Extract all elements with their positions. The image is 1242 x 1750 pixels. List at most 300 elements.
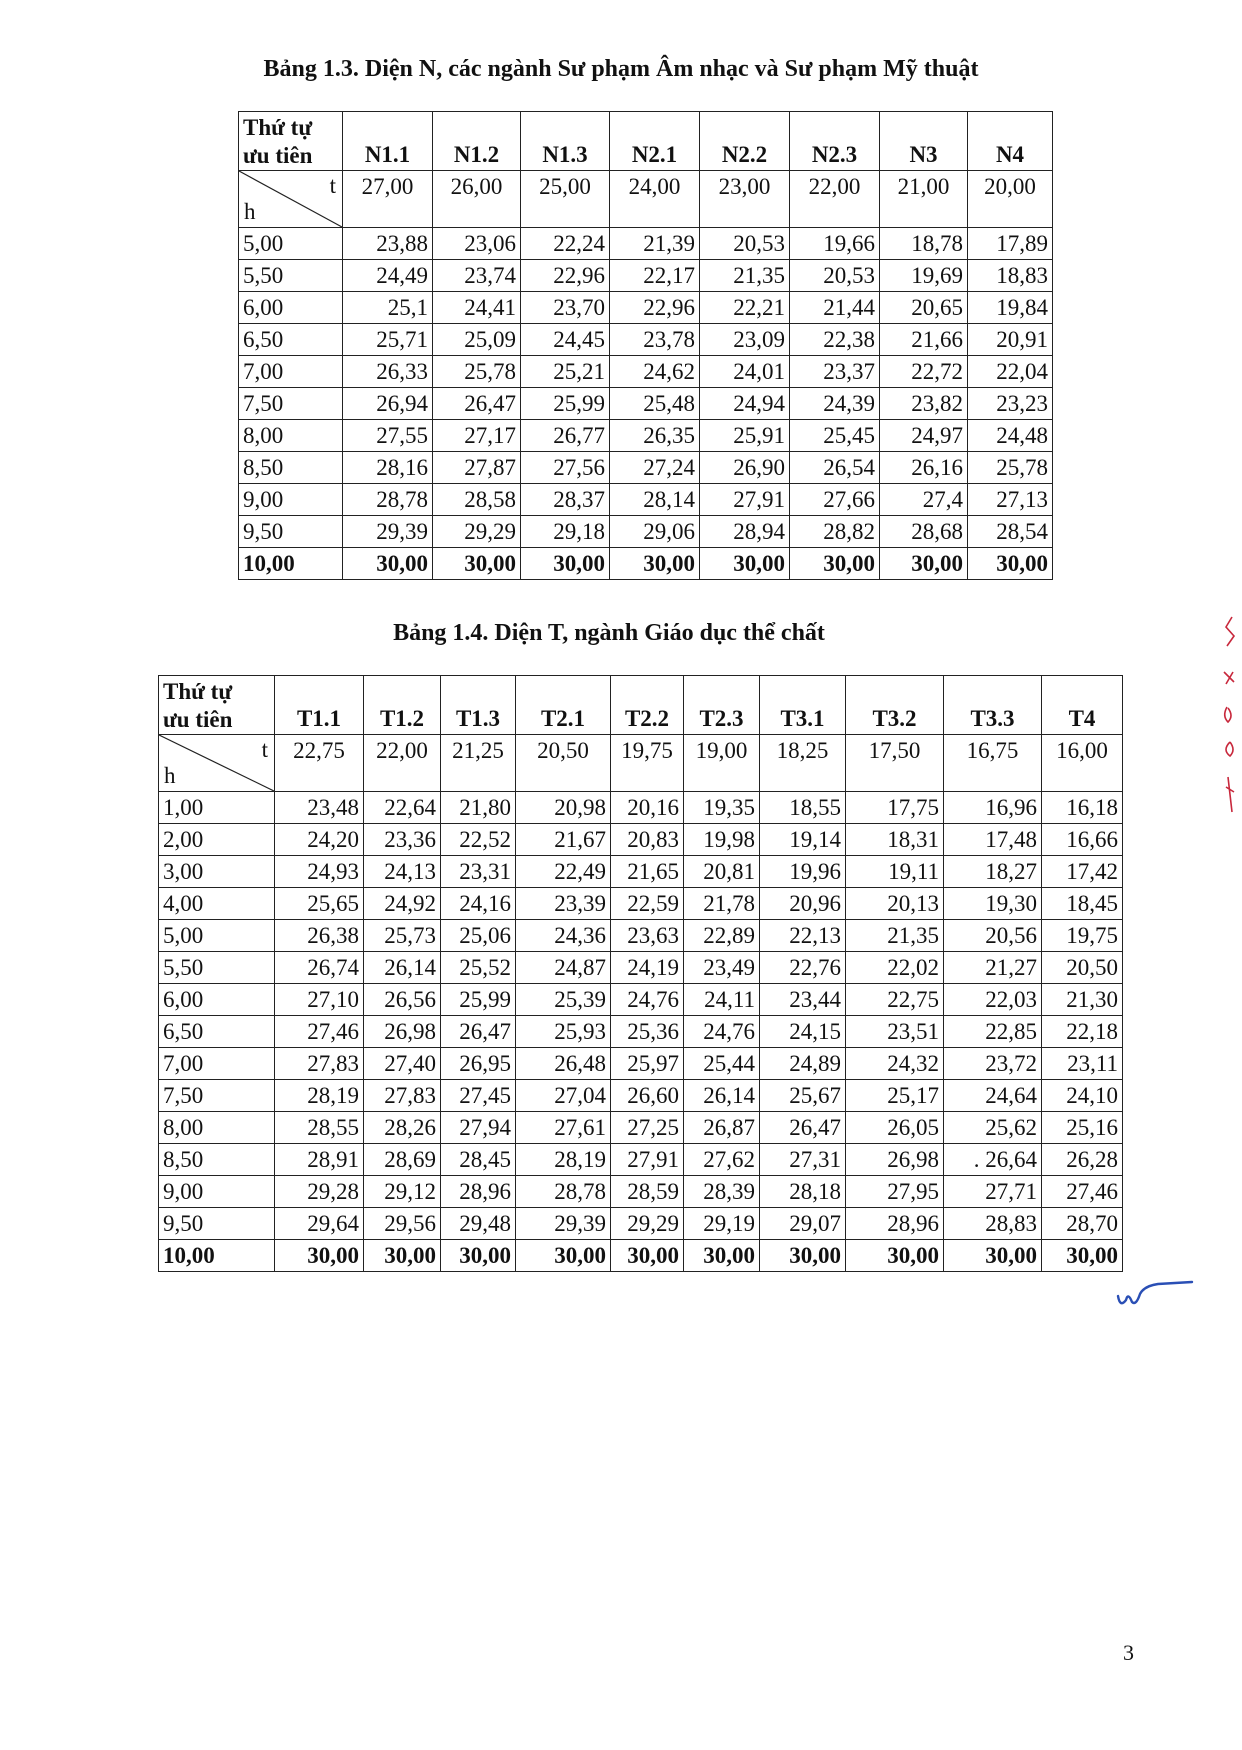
score-cell: 28,68 — [880, 516, 968, 548]
table-row — [239, 516, 1053, 548]
score-cell: 22,21 — [700, 292, 790, 324]
score-cell: 22,17 — [610, 260, 700, 292]
score-cell: 22,96 — [521, 260, 610, 292]
score-cell: 25,99 — [441, 984, 516, 1016]
score-cell: 24,13 — [364, 856, 441, 888]
score-cell: 30,00 — [760, 1240, 846, 1272]
score-cell: 21,67 — [516, 824, 611, 856]
score-cell: 26,28 — [1042, 1144, 1123, 1176]
priority-header — [239, 112, 343, 171]
table-row — [159, 1080, 1123, 1112]
score-cell: 30,00 — [1042, 1240, 1123, 1272]
h-label: h — [164, 763, 176, 788]
column-header: T3.2 — [846, 676, 944, 735]
margin-ink-strokes — [1224, 617, 1234, 812]
score-cell: 24,45 — [521, 324, 610, 356]
column-header: T2.3 — [684, 676, 760, 735]
score-cell: 27,91 — [700, 484, 790, 516]
score-cell: 20,81 — [684, 856, 760, 888]
score-cell: 28,70 — [1042, 1208, 1123, 1240]
column-header: T1.3 — [441, 676, 516, 735]
score-cell: 18,55 — [760, 792, 846, 824]
score-cell: 24,15 — [760, 1016, 846, 1048]
score-cell: 22,38 — [790, 324, 880, 356]
score-cell: 30,00 — [433, 548, 521, 580]
score-cell: 20,13 — [846, 888, 944, 920]
h-cell: 6,50 — [239, 324, 343, 356]
score-cell: 25,52 — [441, 952, 516, 984]
score-cell: 21,35 — [700, 260, 790, 292]
score-cell: 21,27 — [944, 952, 1042, 984]
score-cell: 24,36 — [516, 920, 611, 952]
column-header: N3 — [880, 112, 968, 171]
t-value: 23,00 — [700, 171, 790, 228]
t-value: 22,75 — [275, 735, 364, 792]
score-cell: 28,26 — [364, 1112, 441, 1144]
score-cell: 20,16 — [611, 792, 684, 824]
table-row — [239, 452, 1053, 484]
priority-header-line1: Thứ tự — [163, 679, 233, 704]
score-cell: 23,72 — [944, 1048, 1042, 1080]
score-cell: 26,14 — [364, 952, 441, 984]
score-cell: 30,00 — [611, 1240, 684, 1272]
score-cell: 23,44 — [760, 984, 846, 1016]
score-cell: 27,87 — [433, 452, 521, 484]
score-cell: 28,83 — [944, 1208, 1042, 1240]
score-cell: 27,83 — [275, 1048, 364, 1080]
table-row — [159, 1208, 1123, 1240]
score-cell: 23,82 — [880, 388, 968, 420]
ink-stroke — [1226, 742, 1233, 756]
table-row — [159, 984, 1123, 1016]
column-header: N1.1 — [343, 112, 433, 171]
score-cell: 17,48 — [944, 824, 1042, 856]
score-cell: 27,13 — [968, 484, 1053, 516]
h-cell: 5,00 — [159, 920, 275, 952]
score-cell: 24,16 — [441, 888, 516, 920]
score-cell: 28,78 — [343, 484, 433, 516]
score-cell: 25,36 — [611, 1016, 684, 1048]
score-cell: 22,96 — [610, 292, 700, 324]
score-cell: 19,11 — [846, 856, 944, 888]
score-cell: 16,18 — [1042, 792, 1123, 824]
score-cell: 27,4 — [880, 484, 968, 516]
score-cell: 23,31 — [441, 856, 516, 888]
signature-mark — [1114, 1276, 1194, 1312]
score-cell: 17,89 — [968, 228, 1053, 260]
table-1-4 — [158, 675, 1123, 1272]
score-cell: 24,20 — [275, 824, 364, 856]
score-cell: 22,64 — [364, 792, 441, 824]
score-cell: 25,09 — [433, 324, 521, 356]
score-cell: 26,54 — [790, 452, 880, 484]
score-cell: 19,30 — [944, 888, 1042, 920]
score-cell: 27,95 — [846, 1176, 944, 1208]
score-cell: 27,46 — [275, 1016, 364, 1048]
h-cell: 10,00 — [239, 548, 343, 580]
table-1-3 — [238, 111, 1053, 580]
t-value: 21,25 — [441, 735, 516, 792]
score-cell: 24,32 — [846, 1048, 944, 1080]
ink-stroke — [1225, 707, 1231, 722]
score-cell: 25,93 — [516, 1016, 611, 1048]
score-cell: 20,56 — [944, 920, 1042, 952]
column-header: T1.1 — [275, 676, 364, 735]
score-cell: 29,29 — [611, 1208, 684, 1240]
score-cell: 28,19 — [275, 1080, 364, 1112]
score-cell: 27,45 — [441, 1080, 516, 1112]
table-row — [239, 260, 1053, 292]
priority-header — [159, 676, 275, 735]
score-cell: 25,78 — [433, 356, 521, 388]
score-cell: 29,12 — [364, 1176, 441, 1208]
score-cell: 20,98 — [516, 792, 611, 824]
score-cell: 29,06 — [610, 516, 700, 548]
column-header: N4 — [968, 112, 1053, 171]
score-cell: 27,83 — [364, 1080, 441, 1112]
score-cell: 28,96 — [441, 1176, 516, 1208]
score-cell: 27,61 — [516, 1112, 611, 1144]
h-label: h — [244, 199, 256, 224]
score-cell: 29,39 — [516, 1208, 611, 1240]
score-cell: 20,65 — [880, 292, 968, 324]
table-row — [239, 228, 1053, 260]
score-cell: 23,36 — [364, 824, 441, 856]
score-cell: 26,48 — [516, 1048, 611, 1080]
score-cell: 24,41 — [433, 292, 521, 324]
header-row — [159, 676, 1123, 735]
score-cell: 26,90 — [700, 452, 790, 484]
score-cell: 25,48 — [610, 388, 700, 420]
score-cell: 22,04 — [968, 356, 1053, 388]
t-value: 26,00 — [433, 171, 521, 228]
h-cell: 9,50 — [159, 1208, 275, 1240]
table-row — [239, 324, 1053, 356]
header-row — [239, 112, 1053, 171]
t-label: t — [329, 173, 336, 198]
table-row — [239, 420, 1053, 452]
table-row — [239, 292, 1053, 324]
score-cell: 30,00 — [610, 548, 700, 580]
score-cell: 24,76 — [611, 984, 684, 1016]
t-value: 19,00 — [684, 735, 760, 792]
score-cell: 24,39 — [790, 388, 880, 420]
score-cell: 23,39 — [516, 888, 611, 920]
diagonal-corner-cell — [159, 735, 275, 792]
score-cell: 24,62 — [610, 356, 700, 388]
score-cell: 26,05 — [846, 1112, 944, 1144]
score-cell: 16,66 — [1042, 824, 1123, 856]
score-cell: 25,97 — [611, 1048, 684, 1080]
t-value: 25,00 — [521, 171, 610, 228]
table-row — [159, 1240, 1123, 1272]
column-header: T3.3 — [944, 676, 1042, 735]
score-cell: 26,38 — [275, 920, 364, 952]
score-cell: 30,00 — [364, 1240, 441, 1272]
h-cell: 5,50 — [159, 952, 275, 984]
score-cell: 30,00 — [944, 1240, 1042, 1272]
score-cell: 24,01 — [700, 356, 790, 388]
table-row — [159, 856, 1123, 888]
h-cell: 7,50 — [159, 1080, 275, 1112]
score-cell: 28,18 — [760, 1176, 846, 1208]
score-cell: 26,47 — [441, 1016, 516, 1048]
score-cell: 21,30 — [1042, 984, 1123, 1016]
score-cell: 19,14 — [760, 824, 846, 856]
score-cell: 27,04 — [516, 1080, 611, 1112]
score-cell: 20,96 — [760, 888, 846, 920]
score-cell: 19,96 — [760, 856, 846, 888]
ink-stroke — [1226, 617, 1234, 646]
score-cell: 27,91 — [611, 1144, 684, 1176]
ink-stroke — [1224, 672, 1234, 684]
score-cell: 30,00 — [275, 1240, 364, 1272]
score-cell: 22,75 — [846, 984, 944, 1016]
score-cell: 19,69 — [880, 260, 968, 292]
h-cell: 6,00 — [159, 984, 275, 1016]
score-cell: 22,89 — [684, 920, 760, 952]
h-cell: 9,00 — [159, 1176, 275, 1208]
score-cell: 29,56 — [364, 1208, 441, 1240]
score-cell: 26,16 — [880, 452, 968, 484]
score-cell: 26,95 — [441, 1048, 516, 1080]
table-row — [159, 1144, 1123, 1176]
score-cell: 26,74 — [275, 952, 364, 984]
score-cell: 27,31 — [760, 1144, 846, 1176]
score-cell: 21,78 — [684, 888, 760, 920]
table-row — [159, 952, 1123, 984]
score-cell: 29,48 — [441, 1208, 516, 1240]
score-cell: 18,31 — [846, 824, 944, 856]
score-cell: 21,35 — [846, 920, 944, 952]
score-cell: 22,59 — [611, 888, 684, 920]
h-cell: 7,00 — [159, 1048, 275, 1080]
column-header: N1.2 — [433, 112, 521, 171]
table-row — [159, 824, 1123, 856]
score-cell: 27,10 — [275, 984, 364, 1016]
score-cell: 25,17 — [846, 1080, 944, 1112]
score-cell: 23,88 — [343, 228, 433, 260]
score-cell: 27,56 — [521, 452, 610, 484]
margin-handwriting — [1218, 612, 1240, 832]
score-cell: 29,18 — [521, 516, 610, 548]
score-cell: 27,55 — [343, 420, 433, 452]
score-cell: 24,97 — [880, 420, 968, 452]
h-cell: 5,50 — [239, 260, 343, 292]
score-cell: 25,44 — [684, 1048, 760, 1080]
score-cell: 28,69 — [364, 1144, 441, 1176]
column-header: T2.2 — [611, 676, 684, 735]
column-header: T4 — [1042, 676, 1123, 735]
score-cell: 29,39 — [343, 516, 433, 548]
score-cell: 30,00 — [846, 1240, 944, 1272]
score-cell: 24,76 — [684, 1016, 760, 1048]
h-cell: 3,00 — [159, 856, 275, 888]
score-cell: 19,84 — [968, 292, 1053, 324]
score-cell: 29,19 — [684, 1208, 760, 1240]
score-cell: 20,83 — [611, 824, 684, 856]
score-cell: 30,00 — [790, 548, 880, 580]
score-cell: 20,53 — [700, 228, 790, 260]
score-cell: 22,18 — [1042, 1016, 1123, 1048]
table-1-3-title: Bảng 1.3. Diện N, các ngành Sư phạm Âm nhạc và Sư phạm Mỹ thuật — [263, 56, 979, 82]
score-cell: 19,75 — [1042, 920, 1123, 952]
score-cell: 25,62 — [944, 1112, 1042, 1144]
column-header: N1.3 — [521, 112, 610, 171]
score-cell: 25,65 — [275, 888, 364, 920]
score-cell: 30,00 — [343, 548, 433, 580]
score-cell: 26,60 — [611, 1080, 684, 1112]
score-cell: 27,71 — [944, 1176, 1042, 1208]
score-cell: 25,06 — [441, 920, 516, 952]
score-cell: 26,47 — [433, 388, 521, 420]
priority-header-line1: Thứ tự — [243, 115, 313, 140]
score-cell: 28,58 — [433, 484, 521, 516]
score-cell: 30,00 — [516, 1240, 611, 1272]
column-header: N2.1 — [610, 112, 700, 171]
table-row — [239, 548, 1053, 580]
score-cell: 24,93 — [275, 856, 364, 888]
score-cell: 24,19 — [611, 952, 684, 984]
score-cell: 20,53 — [790, 260, 880, 292]
score-cell: 29,07 — [760, 1208, 846, 1240]
score-cell: . 26,64 — [944, 1144, 1042, 1176]
score-cell: 23,06 — [433, 228, 521, 260]
column-header: T3.1 — [760, 676, 846, 735]
score-cell: 24,10 — [1042, 1080, 1123, 1112]
score-cell: 26,56 — [364, 984, 441, 1016]
score-cell: 24,87 — [516, 952, 611, 984]
score-cell: 28,78 — [516, 1176, 611, 1208]
score-cell: 21,66 — [880, 324, 968, 356]
score-cell: 21,65 — [611, 856, 684, 888]
score-cell: 22,72 — [880, 356, 968, 388]
diagonal-line — [159, 735, 274, 791]
score-cell: 19,98 — [684, 824, 760, 856]
column-header: T1.2 — [364, 676, 441, 735]
t-value: 19,75 — [611, 735, 684, 792]
score-cell: 25,99 — [521, 388, 610, 420]
t-value: 24,00 — [610, 171, 700, 228]
score-cell: 24,11 — [684, 984, 760, 1016]
page-number: 3 — [1123, 1640, 1134, 1665]
h-cell: 7,00 — [239, 356, 343, 388]
t-value: 16,75 — [944, 735, 1042, 792]
t-row — [239, 171, 1053, 228]
score-cell: 23,49 — [684, 952, 760, 984]
signature-stroke — [1118, 1282, 1192, 1303]
score-cell: 22,13 — [760, 920, 846, 952]
score-cell: 29,29 — [433, 516, 521, 548]
score-cell: 21,44 — [790, 292, 880, 324]
score-cell: 23,09 — [700, 324, 790, 356]
t-label: t — [261, 737, 268, 762]
score-cell: 25,71 — [343, 324, 433, 356]
score-cell: 28,54 — [968, 516, 1053, 548]
table-row — [239, 388, 1053, 420]
score-cell: 19,35 — [684, 792, 760, 824]
score-cell: 26,94 — [343, 388, 433, 420]
table-row — [239, 356, 1053, 388]
h-cell: 9,00 — [239, 484, 343, 516]
score-cell: 26,77 — [521, 420, 610, 452]
column-header: N2.3 — [790, 112, 880, 171]
score-cell: 28,59 — [611, 1176, 684, 1208]
score-cell: 28,39 — [684, 1176, 760, 1208]
h-cell: 1,00 — [159, 792, 275, 824]
score-cell: 23,37 — [790, 356, 880, 388]
score-cell: 20,91 — [968, 324, 1053, 356]
score-cell: 28,94 — [700, 516, 790, 548]
score-cell: 22,52 — [441, 824, 516, 856]
score-cell: 28,96 — [846, 1208, 944, 1240]
score-cell: 30,00 — [700, 548, 790, 580]
score-cell: 23,78 — [610, 324, 700, 356]
score-cell: 23,48 — [275, 792, 364, 824]
score-cell: 22,76 — [760, 952, 846, 984]
column-header: T2.1 — [516, 676, 611, 735]
score-cell: 23,51 — [846, 1016, 944, 1048]
score-cell: 23,70 — [521, 292, 610, 324]
score-cell: 30,00 — [968, 548, 1053, 580]
score-cell: 23,23 — [968, 388, 1053, 420]
score-cell: 24,94 — [700, 388, 790, 420]
table-row — [159, 1176, 1123, 1208]
priority-header-line2: ưu tiên — [243, 143, 313, 168]
h-cell: 2,00 — [159, 824, 275, 856]
score-cell: 26,35 — [610, 420, 700, 452]
score-cell: 20,50 — [1042, 952, 1123, 984]
h-cell: 4,00 — [159, 888, 275, 920]
score-cell: 27,66 — [790, 484, 880, 516]
score-cell: 27,94 — [441, 1112, 516, 1144]
table-row — [159, 1048, 1123, 1080]
score-cell: 22,24 — [521, 228, 610, 260]
t-value: 22,00 — [364, 735, 441, 792]
score-cell: 26,14 — [684, 1080, 760, 1112]
score-cell: 27,25 — [611, 1112, 684, 1144]
score-cell: 30,00 — [521, 548, 610, 580]
score-cell: 18,83 — [968, 260, 1053, 292]
score-cell: 18,78 — [880, 228, 968, 260]
h-cell: 10,00 — [159, 1240, 275, 1272]
score-cell: 26,47 — [760, 1112, 846, 1144]
score-cell: 30,00 — [441, 1240, 516, 1272]
score-cell: 27,62 — [684, 1144, 760, 1176]
score-cell: 26,33 — [343, 356, 433, 388]
table-row — [159, 1016, 1123, 1048]
score-cell: 28,82 — [790, 516, 880, 548]
t-value: 22,00 — [790, 171, 880, 228]
t-value: 17,50 — [846, 735, 944, 792]
table-row — [159, 888, 1123, 920]
h-cell: 8,00 — [239, 420, 343, 452]
score-cell: 27,17 — [433, 420, 521, 452]
t-value: 20,00 — [968, 171, 1053, 228]
score-cell: 23,63 — [611, 920, 684, 952]
score-cell: 19,66 — [790, 228, 880, 260]
score-cell: 28,16 — [343, 452, 433, 484]
score-cell: 17,42 — [1042, 856, 1123, 888]
score-cell: 25,45 — [790, 420, 880, 452]
score-cell: 30,00 — [880, 548, 968, 580]
score-cell: 23,74 — [433, 260, 521, 292]
score-cell: 26,87 — [684, 1112, 760, 1144]
score-cell: 21,39 — [610, 228, 700, 260]
score-cell: 26,98 — [364, 1016, 441, 1048]
score-cell: 28,91 — [275, 1144, 364, 1176]
table-row — [159, 792, 1123, 824]
